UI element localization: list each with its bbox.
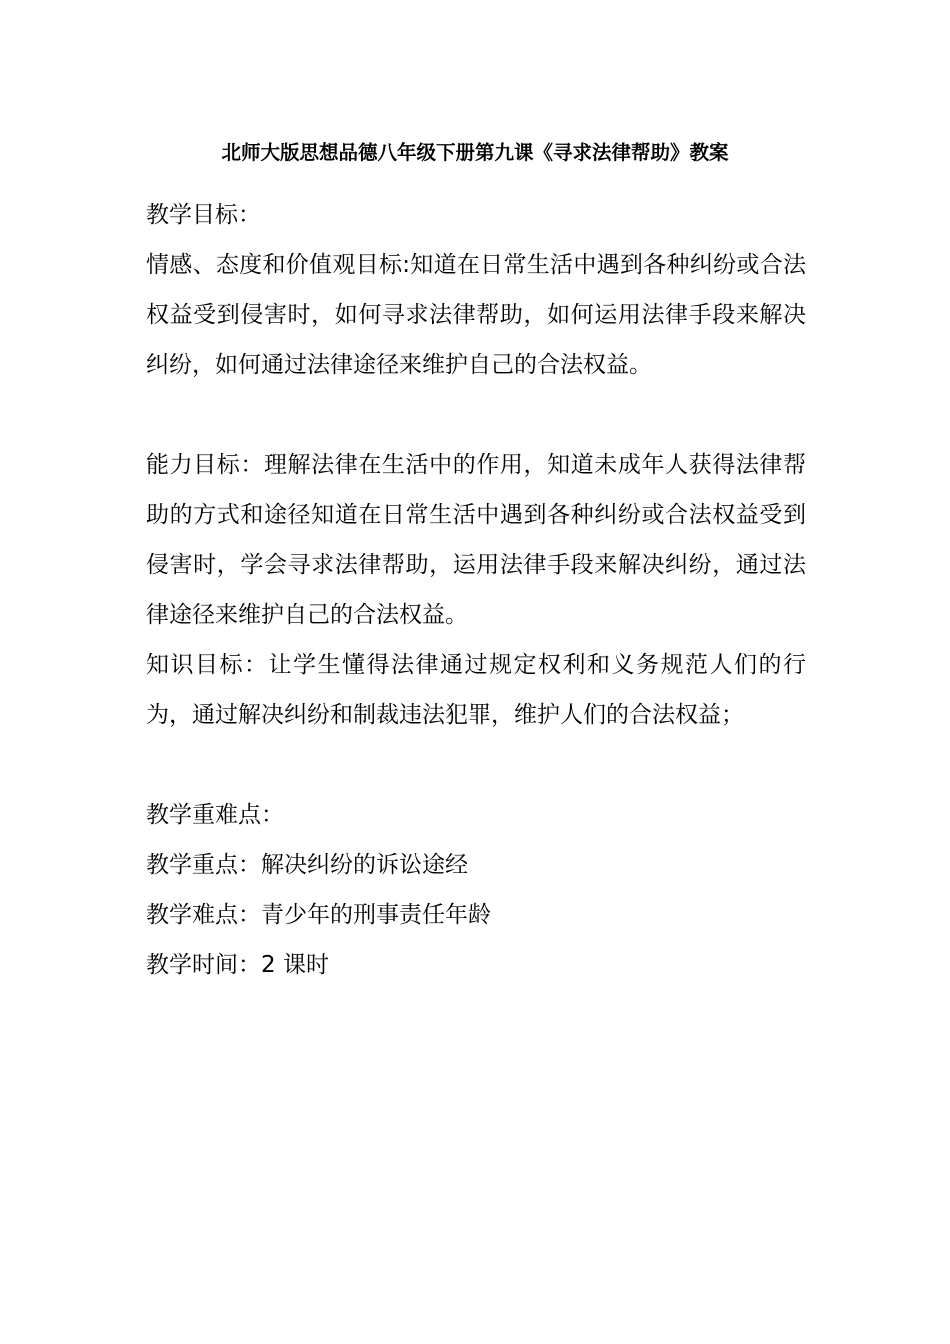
blank-line (146, 390, 806, 440)
key-point-line: 教学重点：解决纠纷的诉讼途经 (146, 852, 468, 878)
teaching-time-line: 教学时间：2 课时 (146, 952, 329, 978)
difficult-point-line: 教学难点：青少年的刑事责任年龄 (146, 902, 491, 928)
knowledge-goal-paragraph: 知识目标：让学生懂得法律通过规定权利和义务规范人们的行为，通过解决纠纷和制裁违法犯罪，维护人们的合法权益； (146, 652, 806, 728)
document-body (146, 190, 806, 990)
key-difficult-heading: 教学重难点： (146, 802, 284, 828)
emotion-goal-paragraph: 情感、态度和价值观目标:知道在日常生活中遇到各种纠纷或合法权益受到侵害时，如何寻求法律帮助，如何运用法律手段来解决纠纷，如何通过法律途径来维护自己的合法权益。 (146, 252, 806, 378)
objectives-heading: 教学目标： (146, 202, 261, 228)
blank-line (146, 740, 806, 790)
ability-goal-paragraph: 能力目标：理解法律在生活中的作用，知道未成年人获得法律帮助的方式和途径知道在日常生活中遇到各种纠纷或合法权益受到侵害时，学会寻求法律帮助，运用法律手段来解决纠纷，通过法律途径来维护自己的合法权益。 (146, 452, 806, 628)
document-title: 北师大版思想品德八年级下册第九课《寻求法律帮助》教案 (221, 141, 729, 164)
